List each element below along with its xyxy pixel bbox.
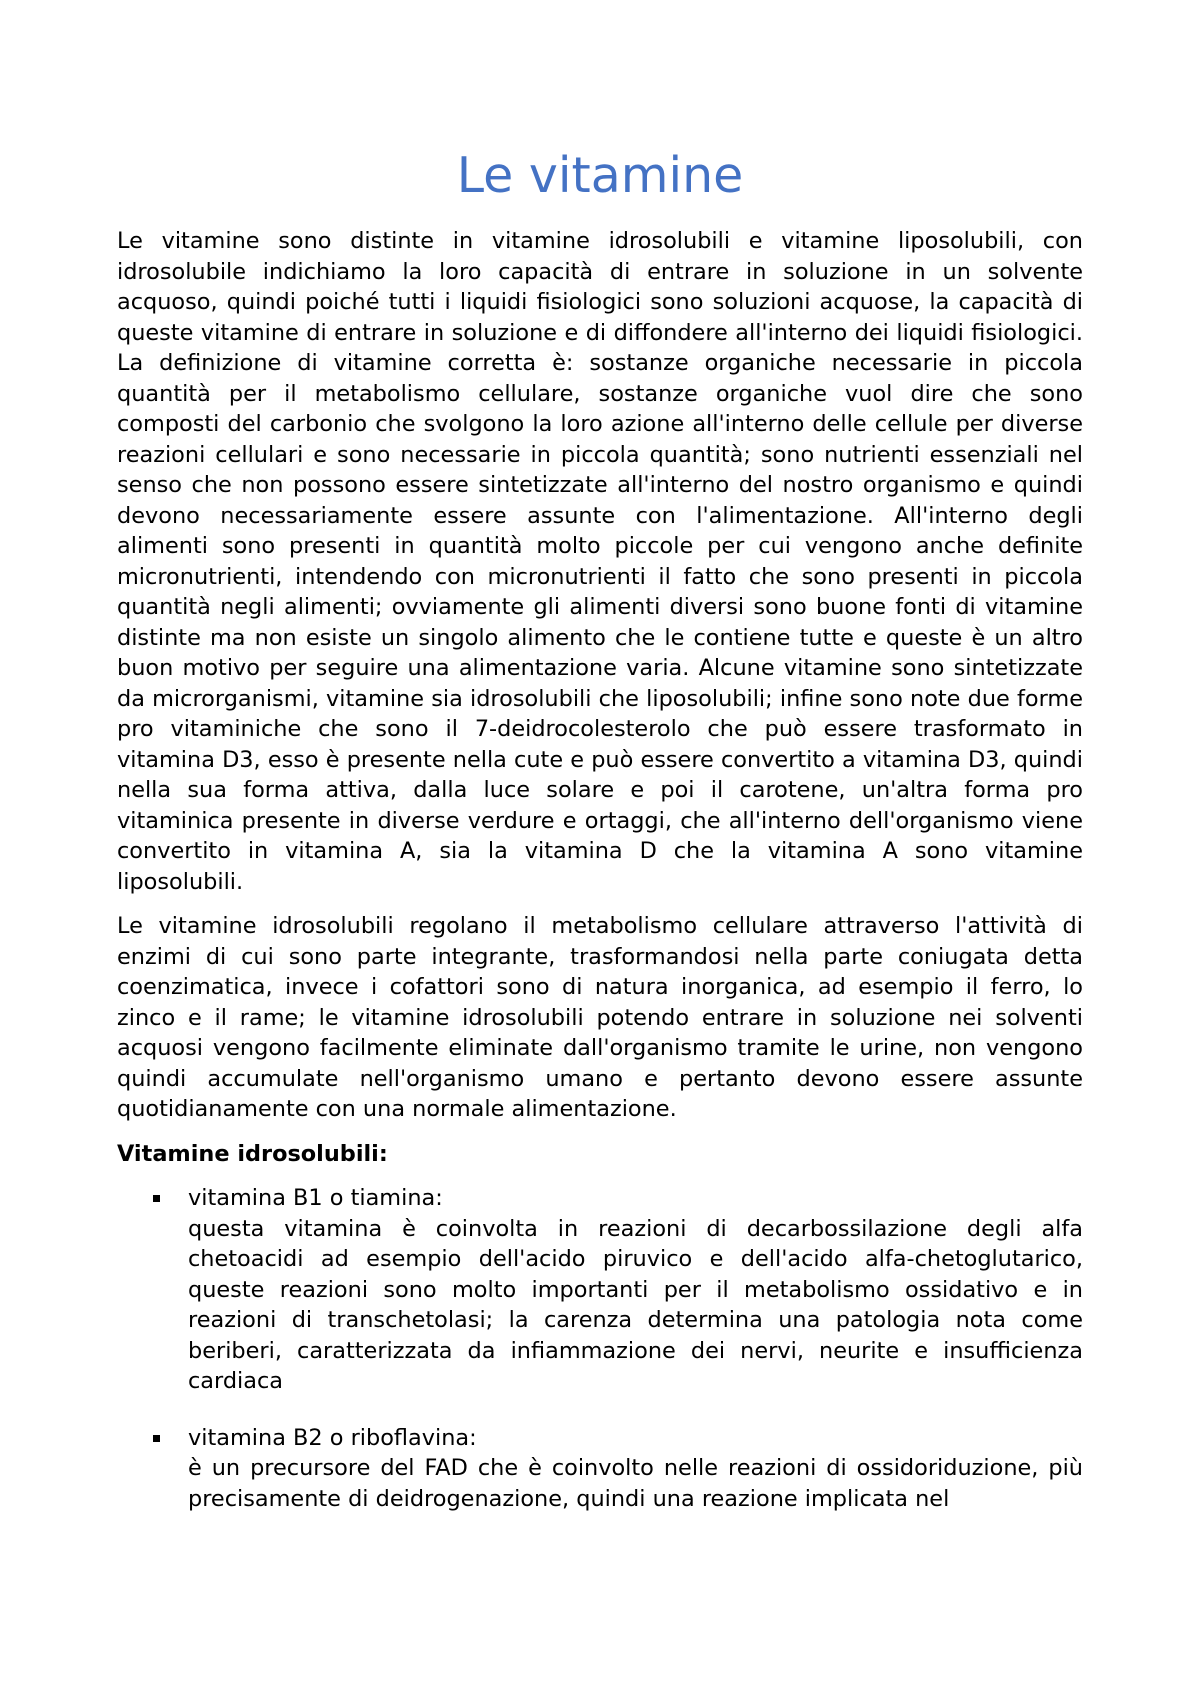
square-bullet-icon [153, 1195, 160, 1202]
list-item-text: questa vitamina è coinvolta in reazioni di decarbossilazione degli alfa chetoacidi ad esempio dell'acido piruvico e dell'acido alfa-chetoglutarico, queste reazioni sono molto importanti per il metabolismo ossidativo e in reazioni di transchetolasi; la carenza determina una patologia nota come beriberi, caratterizzata da infiammazione dei nervi, neurite e insufficienza cardiaca [188, 1215, 1083, 1394]
intro-paragraph: Le vitamine sono distinte in vitamine idrosolubili e vitamine liposolubili, con idrosolubile indichiamo la loro capacità di entrare in soluzione in un solvente acquoso, quindi poiché tutti i liquidi fisiologici sono soluzioni acquose, la capacità di queste vitamine di entrare in soluzione e di diffondere all'interno dei liquidi fisiologici. La definizione di vitamine corretta è: sostanze organiche necessarie in piccola quantità per il metabolismo cellulare, sostanze organiche vuol dire che sono composti del carbonio che svolgono la loro azione all'interno delle cellule per diverse reazioni cellulari e sono necessarie in piccola quantità; sono nutrienti essenziali nel senso che non possono essere sintetizzate all'interno del nostro organismo e quindi devono necessariamente essere assunte con l'alimentazione. All'interno degli alimenti sono presenti in quantità molto piccole per cui vengono anche definite micronutrienti, intendendo con micronutrienti il fatto che sono presenti in piccola quantità negli alimenti; ovviamente gli alimenti diversi sono buone fonti di vitamine distinte ma non esiste un singolo alimento che le contiene tutte e queste è un altro buon motivo per seguire una alimentazione varia. Alcune vitamine sono sintetizzate da microrganismi, vitamine sia idrosolubili che liposolubili; infine sono note due forme pro vitaminiche che sono il 7-deidrocolesterolo che può essere trasformato in vitamina D3, esso è presente nella cute e può essere convertito a vitamina D3, quindi nella sua forma attiva, dalla luce solare e poi il carotene, un'altra forma pro vitaminica presente in diverse verdure e ortaggi, che all'interno dell'organismo viene convertito in vitamina A, sia la vitamina D che la vitamina A sono vitamine liposolubili. [117, 228, 1083, 895]
list-item-title: vitamina B1 o tiamina: [188, 1185, 443, 1211]
square-bullet-icon [153, 1435, 160, 1442]
list-item-title: vitamina B2 o riboflavina: [188, 1424, 477, 1451]
water-soluble-paragraph: Le vitamine idrosolubili regolano il metabolismo cellulare attraverso l'attività di enzimi di cui sono parte integrante, trasformandosi nella parte coniugata detta coenzimatica, invece i cofattori sono di natura inorganica, ad esempio il ferro, lo zinco e il rame; le vitamine idrosolubili potendo entrare in soluzione nei solventi acquosi vengono facilmente eliminate dall'organismo tramite le urine, non vengono quindi accumulate nell'organismo umano e pertanto devono essere assunte quotidianamente con una normale alimentazione. [117, 913, 1083, 1122]
section-heading: Vitamine idrosolubili: [117, 1140, 388, 1167]
vitamin-list [117, 1183, 1083, 1514]
document-title: Le vitamine [456, 147, 744, 204]
list-item [117, 1183, 1083, 1397]
list-item [117, 1423, 1083, 1515]
list-item-text: è un precursore del FAD che è coinvolto nelle reazioni di ossidoriduzione, più precisamente di deidrogenazione, quindi una reazione implicata nel [188, 1455, 1083, 1512]
